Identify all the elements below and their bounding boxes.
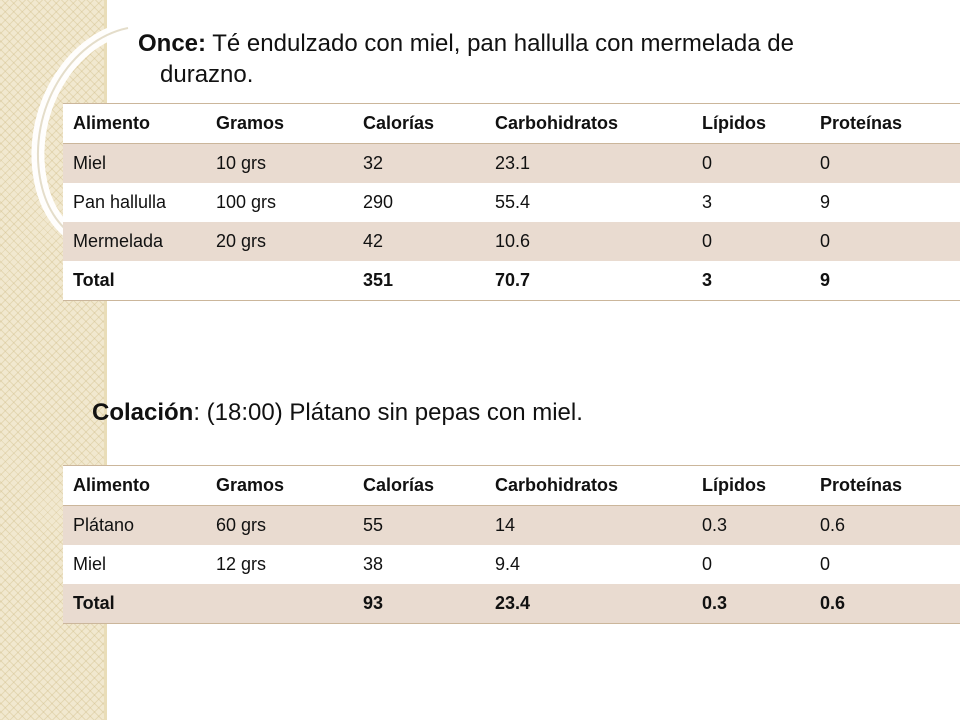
cell-proteinas: 9 <box>810 183 960 222</box>
cell-gramos: 12 grs <box>206 545 353 584</box>
header-alimento: Alimento <box>63 466 206 506</box>
once-text-line1: Té endulzado con miel, pan hallulla con mermelada de <box>206 30 794 57</box>
cell-calorias: 42 <box>353 222 485 261</box>
header-lipidos: Lípidos <box>692 466 810 506</box>
header-carbohidratos: Carbohidratos <box>485 466 692 506</box>
cell-alimento: Miel <box>63 545 206 584</box>
total-label: Total <box>63 261 206 301</box>
colacion-text: : (18:00) Plátano sin pepas con miel. <box>193 399 583 426</box>
cell-gramos: 60 grs <box>206 506 353 546</box>
total-lipidos: 3 <box>692 261 810 301</box>
colacion-heading <box>92 397 892 428</box>
cell-alimento: Plátano <box>63 506 206 546</box>
cell-alimento: Mermelada <box>63 222 206 261</box>
table-row <box>63 506 960 546</box>
total-label: Total <box>63 584 206 624</box>
cell-carbohidratos: 9.4 <box>485 545 692 584</box>
table-row <box>63 183 960 222</box>
table-header-row <box>63 104 960 144</box>
table-header-row <box>63 466 960 506</box>
cell-carbohidratos: 23.1 <box>485 144 692 184</box>
colacion-label: Colación <box>92 399 194 426</box>
total-gramos <box>206 261 353 301</box>
once-text-line2: durazno. <box>160 61 254 88</box>
header-gramos: Gramos <box>206 466 353 506</box>
total-calorias: 93 <box>353 584 485 624</box>
total-proteinas: 0.6 <box>810 584 960 624</box>
cell-proteinas: 0 <box>810 545 960 584</box>
cell-gramos: 20 grs <box>206 222 353 261</box>
cell-alimento: Pan hallulla <box>63 183 206 222</box>
total-lipidos: 0.3 <box>692 584 810 624</box>
once-nutrition-table <box>63 103 960 301</box>
header-lipidos: Lípidos <box>692 104 810 144</box>
once-label: Once: <box>138 30 207 57</box>
cell-carbohidratos: 14 <box>485 506 692 546</box>
header-gramos: Gramos <box>206 104 353 144</box>
cell-alimento: Miel <box>63 144 206 184</box>
total-calorias: 351 <box>353 261 485 301</box>
header-carbohidratos: Carbohidratos <box>485 104 692 144</box>
total-carbohidratos: 23.4 <box>485 584 692 624</box>
cell-proteinas: 0 <box>810 144 960 184</box>
cell-calorias: 38 <box>353 545 485 584</box>
total-carbohidratos: 70.7 <box>485 261 692 301</box>
table-row <box>63 545 960 584</box>
table-total-row <box>63 261 960 301</box>
cell-lipidos: 0 <box>692 545 810 584</box>
cell-proteinas: 0 <box>810 222 960 261</box>
cell-lipidos: 3 <box>692 183 810 222</box>
table-row <box>63 144 960 184</box>
colacion-nutrition-table <box>63 465 960 624</box>
once-heading <box>138 28 898 90</box>
cell-proteinas: 0.6 <box>810 506 960 546</box>
cell-carbohidratos: 10.6 <box>485 222 692 261</box>
cell-calorias: 55 <box>353 506 485 546</box>
cell-gramos: 100 grs <box>206 183 353 222</box>
cell-calorias: 290 <box>353 183 485 222</box>
cell-gramos: 10 grs <box>206 144 353 184</box>
header-proteinas: Proteínas <box>810 466 960 506</box>
table-row <box>63 222 960 261</box>
cell-carbohidratos: 55.4 <box>485 183 692 222</box>
table-total-row <box>63 584 960 624</box>
total-gramos <box>206 584 353 624</box>
cell-lipidos: 0 <box>692 144 810 184</box>
header-calorias: Calorías <box>353 466 485 506</box>
cell-calorias: 32 <box>353 144 485 184</box>
cell-lipidos: 0.3 <box>692 506 810 546</box>
total-proteinas: 9 <box>810 261 960 301</box>
header-proteinas: Proteínas <box>810 104 960 144</box>
header-calorias: Calorías <box>353 104 485 144</box>
header-alimento: Alimento <box>63 104 206 144</box>
cell-lipidos: 0 <box>692 222 810 261</box>
